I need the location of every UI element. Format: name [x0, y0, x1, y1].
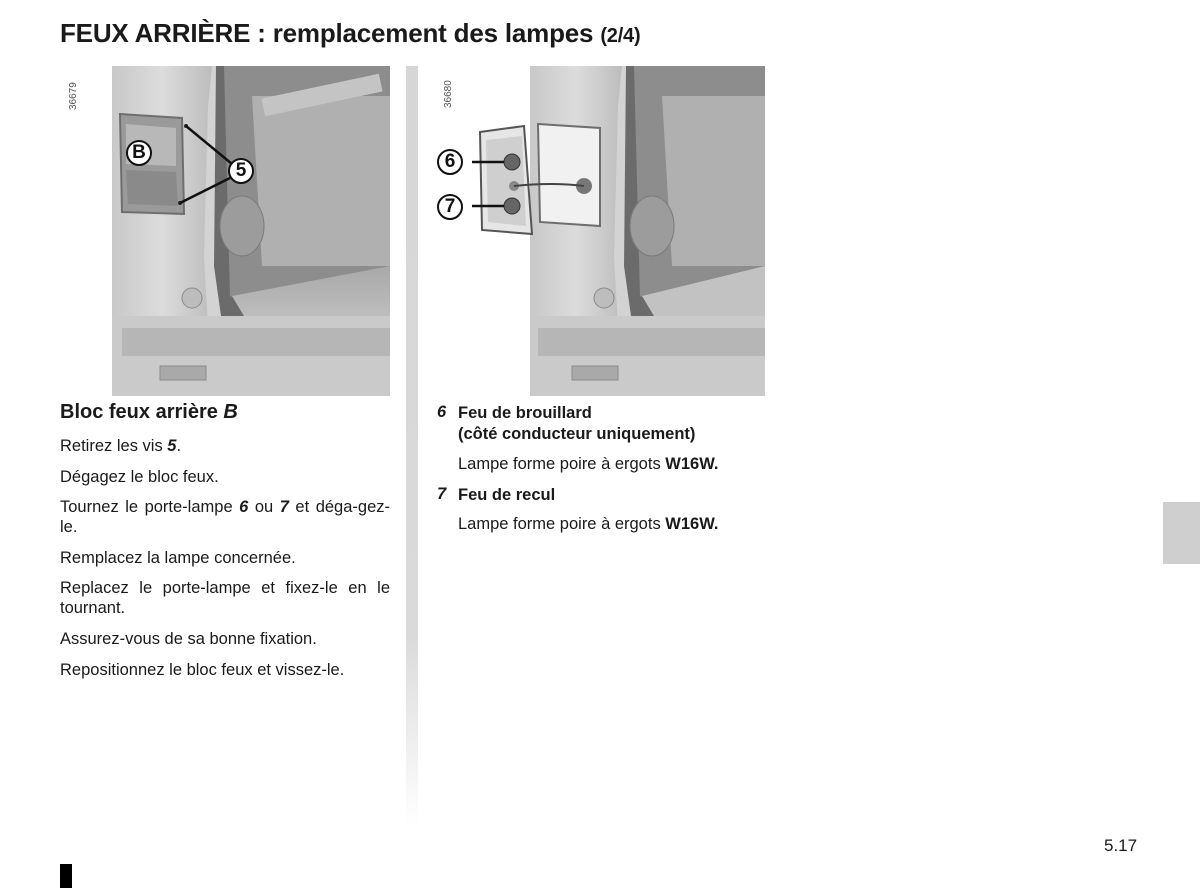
figure-lamp-holders	[472, 66, 765, 396]
step-release-block: Dégagez le bloc feux.	[60, 468, 219, 486]
figure-ref-right: 36680	[443, 80, 454, 108]
step-text: .	[176, 437, 182, 455]
ref-number: 5	[167, 437, 177, 455]
bulb-type: W16W.	[665, 515, 719, 533]
figure-tail-light-block	[112, 66, 390, 396]
heading-text: Bloc feux arrière	[60, 401, 218, 423]
item-desc-fog-light	[458, 455, 718, 474]
item-title-reverse-light	[458, 485, 555, 506]
step-text: ou	[248, 498, 280, 516]
item-desc-reverse-light	[458, 515, 718, 534]
step-text: Tournez le porte-lampe	[60, 498, 240, 516]
item-number-6: 6	[437, 403, 447, 421]
step-remove-screws	[60, 436, 390, 456]
van-rear-open-illustration	[472, 66, 765, 396]
section-heading	[60, 401, 238, 424]
callout-5: 5	[228, 158, 254, 184]
page-title	[60, 18, 640, 49]
desc-text: Lampe forme poire à ergots	[458, 455, 666, 473]
title-text: FEUX ARRIÈRE : remplacement des lampes	[60, 18, 594, 48]
heading-letter: B	[223, 401, 238, 423]
van-rear-illustration	[112, 66, 390, 396]
page-number: 5.17	[1104, 836, 1138, 855]
page-marker	[60, 864, 72, 888]
step-replace-lamp: Remplacez la lampe concernée.	[60, 549, 296, 567]
callout-6: 6	[437, 149, 463, 175]
item-title-line: Feu de recul	[458, 486, 556, 504]
item-title-line: Feu de brouillard	[458, 404, 592, 422]
desc-text: Lampe forme poire à ergots	[458, 515, 666, 533]
step-text: Retirez les vis	[60, 437, 168, 455]
step-check-fixing: Assurez-vous de sa bonne fixation.	[60, 630, 317, 648]
callout-7: 7	[437, 194, 463, 220]
step-turn-holder	[60, 497, 390, 537]
ref-number: 7	[279, 498, 289, 516]
item-title-fog-light	[458, 403, 695, 445]
step-refit-holder: Replacez le porte-lampe et fixez-le en le tournant.	[60, 579, 390, 617]
figure-ref-left: 36679	[68, 82, 79, 110]
column-divider	[406, 66, 418, 826]
chapter-tab	[1163, 502, 1200, 564]
callout-b: B	[126, 140, 152, 166]
step-text: et déga-gez-le.	[60, 498, 390, 536]
step-refit-block: Repositionnez le bloc feux et vissez-le.	[60, 661, 345, 679]
title-part: (2/4)	[600, 25, 641, 47]
item-number-7: 7	[437, 485, 447, 503]
ref-number: 6	[239, 498, 249, 516]
item-title-line: (côté conducteur uniquement)	[458, 425, 696, 443]
bulb-type: W16W.	[665, 455, 719, 473]
